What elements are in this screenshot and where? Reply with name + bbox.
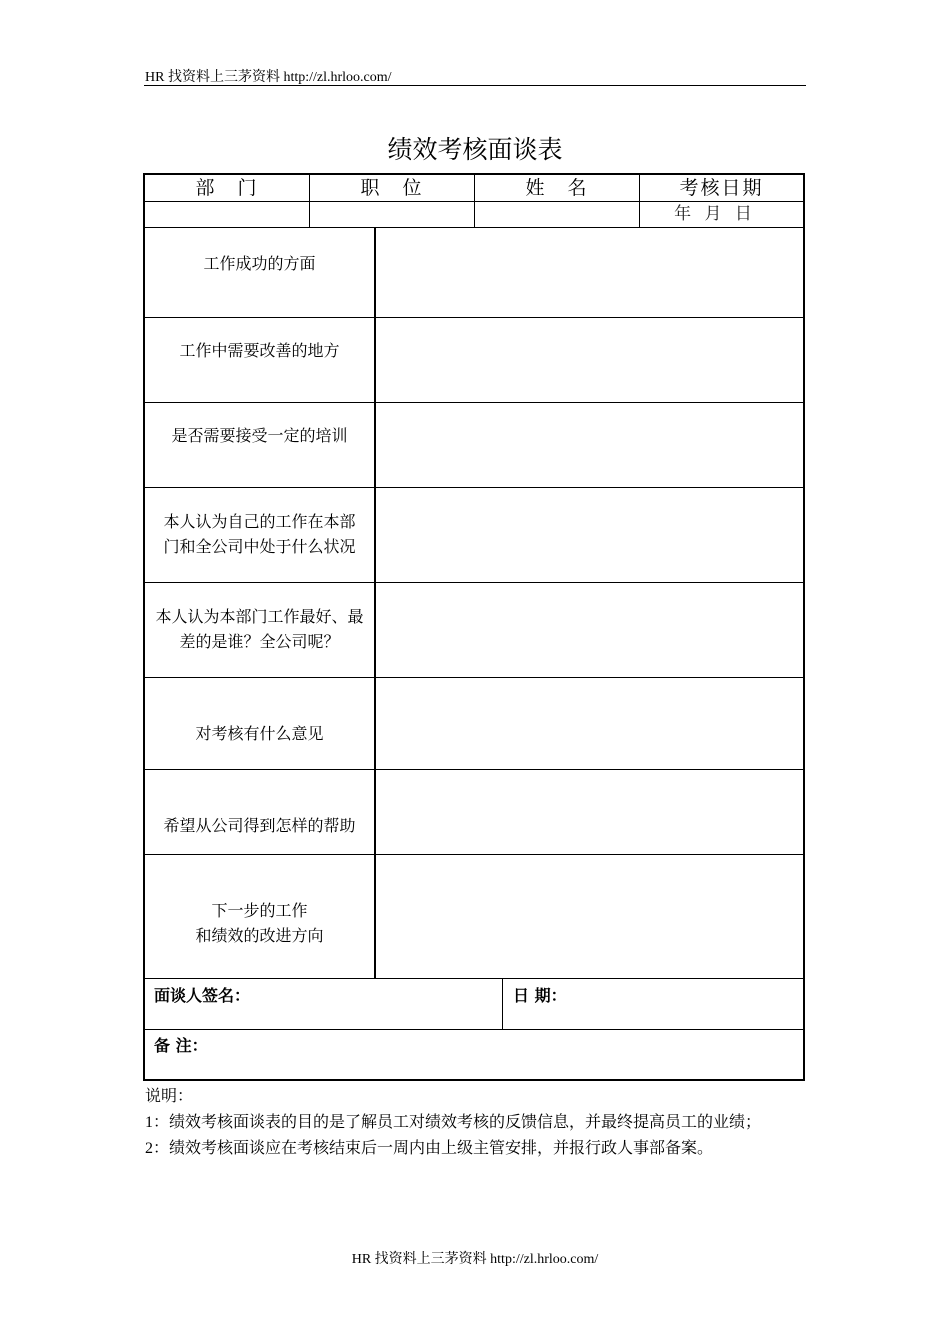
answer-help[interactable] xyxy=(376,771,803,853)
review-date-field[interactable]: 年 月 日 xyxy=(674,204,756,224)
row-label-help: 希望从公司得到怎样的帮助 xyxy=(163,815,356,835)
form-title: 绩效考核面谈表 xyxy=(387,135,563,164)
row-label-success: 工作成功的方面 xyxy=(203,253,316,273)
row-label-next-step: 下一步的工作 和绩效的改进方向 xyxy=(195,900,324,945)
answer-opinion[interactable] xyxy=(376,679,803,768)
row-label-improve: 工作中需要改善的地方 xyxy=(179,340,340,360)
name-field[interactable] xyxy=(475,202,639,227)
row-label-opinion: 对考核有什么意见 xyxy=(195,723,324,743)
interviewer-signature-field[interactable] xyxy=(265,981,495,1027)
header-name: 姓 名 xyxy=(525,176,589,199)
note-item: 1：绩效考核面谈表的目的是了解员工对绩效考核的反馈信息，并最终提高员工的业绩； xyxy=(145,1114,762,1131)
answer-next-step[interactable] xyxy=(376,856,803,977)
row-label-training: 是否需要接受一定的培训 xyxy=(171,425,348,445)
answer-improve[interactable] xyxy=(376,319,803,401)
signature-date-label: 日 期： xyxy=(513,986,567,1005)
position-field[interactable] xyxy=(310,202,474,227)
notes-section xyxy=(145,1084,761,1162)
row-divider xyxy=(145,1029,803,1030)
header-review-date: 考核日期 xyxy=(679,176,764,199)
answer-self-status[interactable] xyxy=(376,489,803,581)
row-label-best-worst: 本人认为本部门工作最好、最 差的是谁？全公司呢？ xyxy=(155,607,364,651)
row-label-self-status: 本人认为自己的工作在本部 门和全公司中处于什么状况 xyxy=(163,512,356,556)
header-department: 部 门 xyxy=(195,176,259,199)
header-rule xyxy=(144,85,806,86)
header-position: 职 位 xyxy=(360,176,424,199)
answer-training[interactable] xyxy=(376,404,803,486)
department-field[interactable] xyxy=(145,202,309,227)
page-header: HR 找资料上三茅资料 http://zl.hrloo.com/ xyxy=(145,70,392,85)
page-footer: HR 找资料上三茅资料 http://zl.hrloo.com/ xyxy=(351,1252,599,1267)
interview-form xyxy=(143,173,805,1081)
remarks-label: 备 注： xyxy=(154,1036,208,1055)
interviewer-signature-label: 面谈人签名： xyxy=(154,986,251,1005)
remarks-field[interactable] xyxy=(225,1032,795,1076)
notes-heading: 说明： xyxy=(145,1088,194,1105)
answer-best-worst[interactable] xyxy=(376,584,803,676)
signature-divider xyxy=(502,979,503,1030)
answer-success[interactable] xyxy=(376,229,803,316)
note-item: 2：绩效考核面谈应在考核结束后一周内由上级主管安排，并报行政人事部备案。 xyxy=(145,1140,714,1157)
signature-date-field[interactable] xyxy=(575,981,795,1027)
